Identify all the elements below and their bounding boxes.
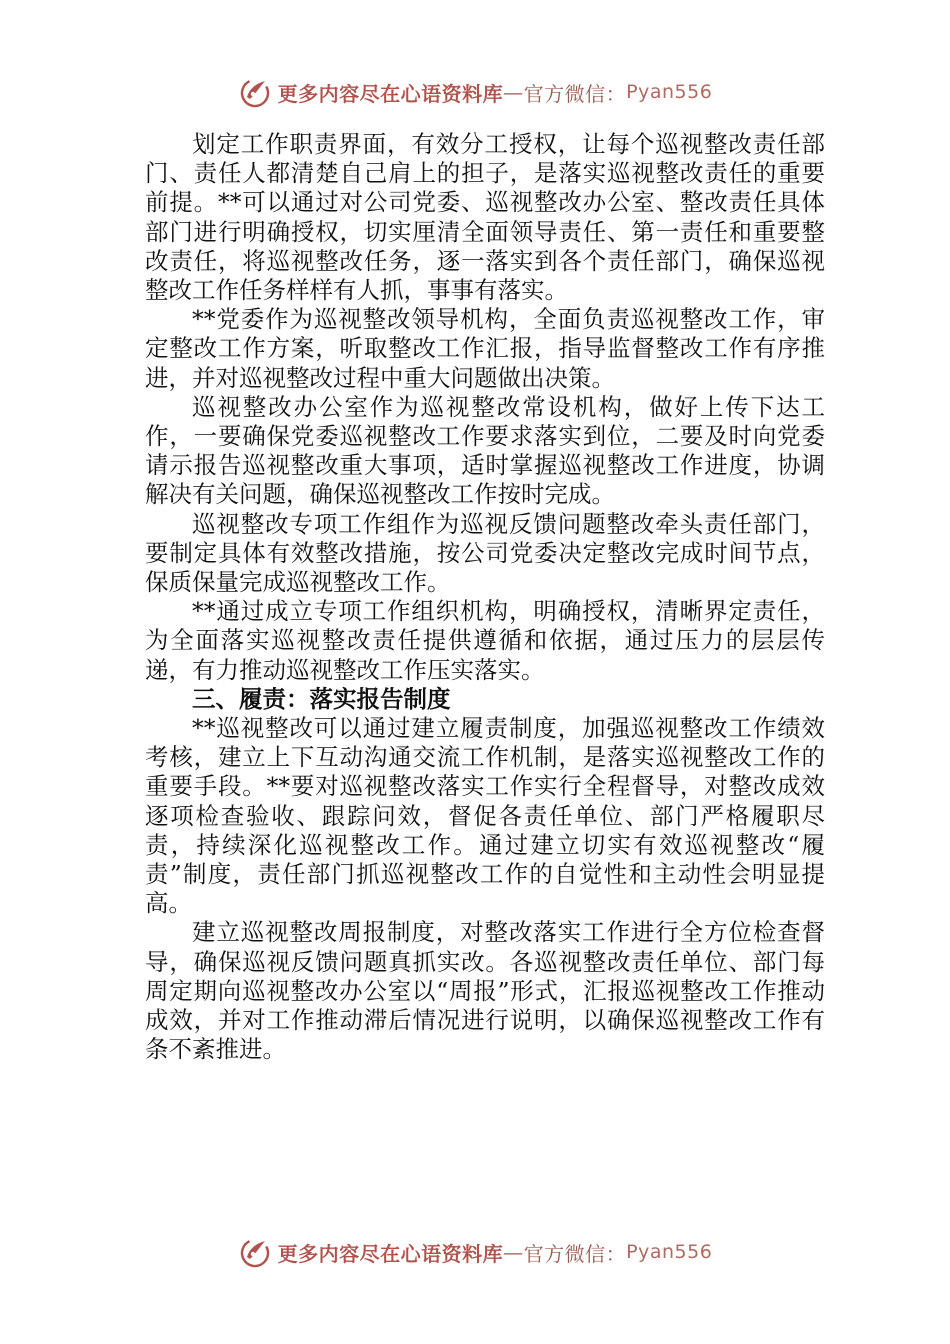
watermark-wechat-id: Pyan556 (626, 81, 713, 103)
logo-icon (238, 1235, 272, 1269)
paragraph-7: 建立巡视整改周报制度，对整改落实工作进行全方位检查督导，确保巡视反馈问题真抓实改。各巡视整改责任单位、部门每周定期向巡视整改办公室以“周报”形式，汇报巡视整改工作推动成效，并对工作推动滞后情况进行说明，以确保巡视整改工作有条不紊推进。 (145, 918, 825, 1064)
watermark-separator: — (503, 1240, 524, 1264)
paragraph-4: 巡视整改专项工作组作为巡视反馈问题整改牵头责任部门，要制定具体有效整改措施，按公司党委决定整改完成时间节点，保质保量完成巡视整改工作。 (145, 509, 825, 597)
watermark-separator: — (503, 80, 524, 104)
paragraph-3: 巡视整改办公室作为巡视整改常设机构，做好上传下达工作，一要确保党委巡视整改工作要求落实到位，二要及时向党委请示报告巡视整改重大事项，适时掌握巡视整改工作进度，协调解决有关问题，确保巡视整改工作按时完成。 (145, 392, 825, 509)
paragraph-2: **党委作为巡视整改领导机构，全面负责巡视整改工作，审定整改工作方案，听取整改工作汇报，指导监督整改工作有序推进，并对巡视整改过程中重大问题做出决策。 (145, 305, 825, 392)
watermark-footer (0, 1232, 950, 1272)
watermark-wechat-id: Pyan556 (626, 1241, 713, 1263)
paragraph-5: **通过成立专项工作组织机构，明确授权，清晰界定责任，为全面落实巡视整改责任提供遵循和依据，通过压力的层层传递，有力推动巡视整改工作压实落实。 (145, 597, 825, 684)
section-heading-3: 三、履责：落实报告制度 (192, 684, 451, 713)
logo-icon (238, 75, 272, 109)
watermark-brand: 更多内容尽在心语资料库 (277, 81, 504, 106)
document-body (145, 130, 825, 1065)
watermark-brand: 更多内容尽在心语资料库 (277, 1241, 504, 1266)
watermark-contact-label: 官方微信： (523, 81, 627, 106)
watermark-contact-label: 官方微信： (523, 1241, 627, 1266)
paragraph-6: **巡视整改可以通过建立履责制度，加强巡视整改工作绩效考核，建立上下互动沟通交流工作机制，是落实巡视整改工作的重要手段。**要对巡视整改落实工作实行全程督导，对整改成效逐项检查验收、跟踪问效，督促各责任单位、部门严格履职尽责，持续深化巡视整改工作。通过建立切实有效巡视整改“履责”制度，责任部门抓巡视整改工作的自觉性和主动性会明显提高。 (145, 714, 825, 918)
watermark-header (0, 72, 950, 112)
paragraph-1: 划定工作职责界面，有效分工授权，让每个巡视整改责任部门、责任人都清楚自己肩上的担子，是落实巡视整改责任的重要前提。**可以通过对公司党委、巡视整改办公室、整改责任具体部门进行明确授权，切实厘清全面领导责任、第一责任和重要整改责任，将巡视整改任务，逐一落实到各个责任部门，确保巡视整改工作任务样样有人抓，事事有落实。 (145, 130, 825, 305)
